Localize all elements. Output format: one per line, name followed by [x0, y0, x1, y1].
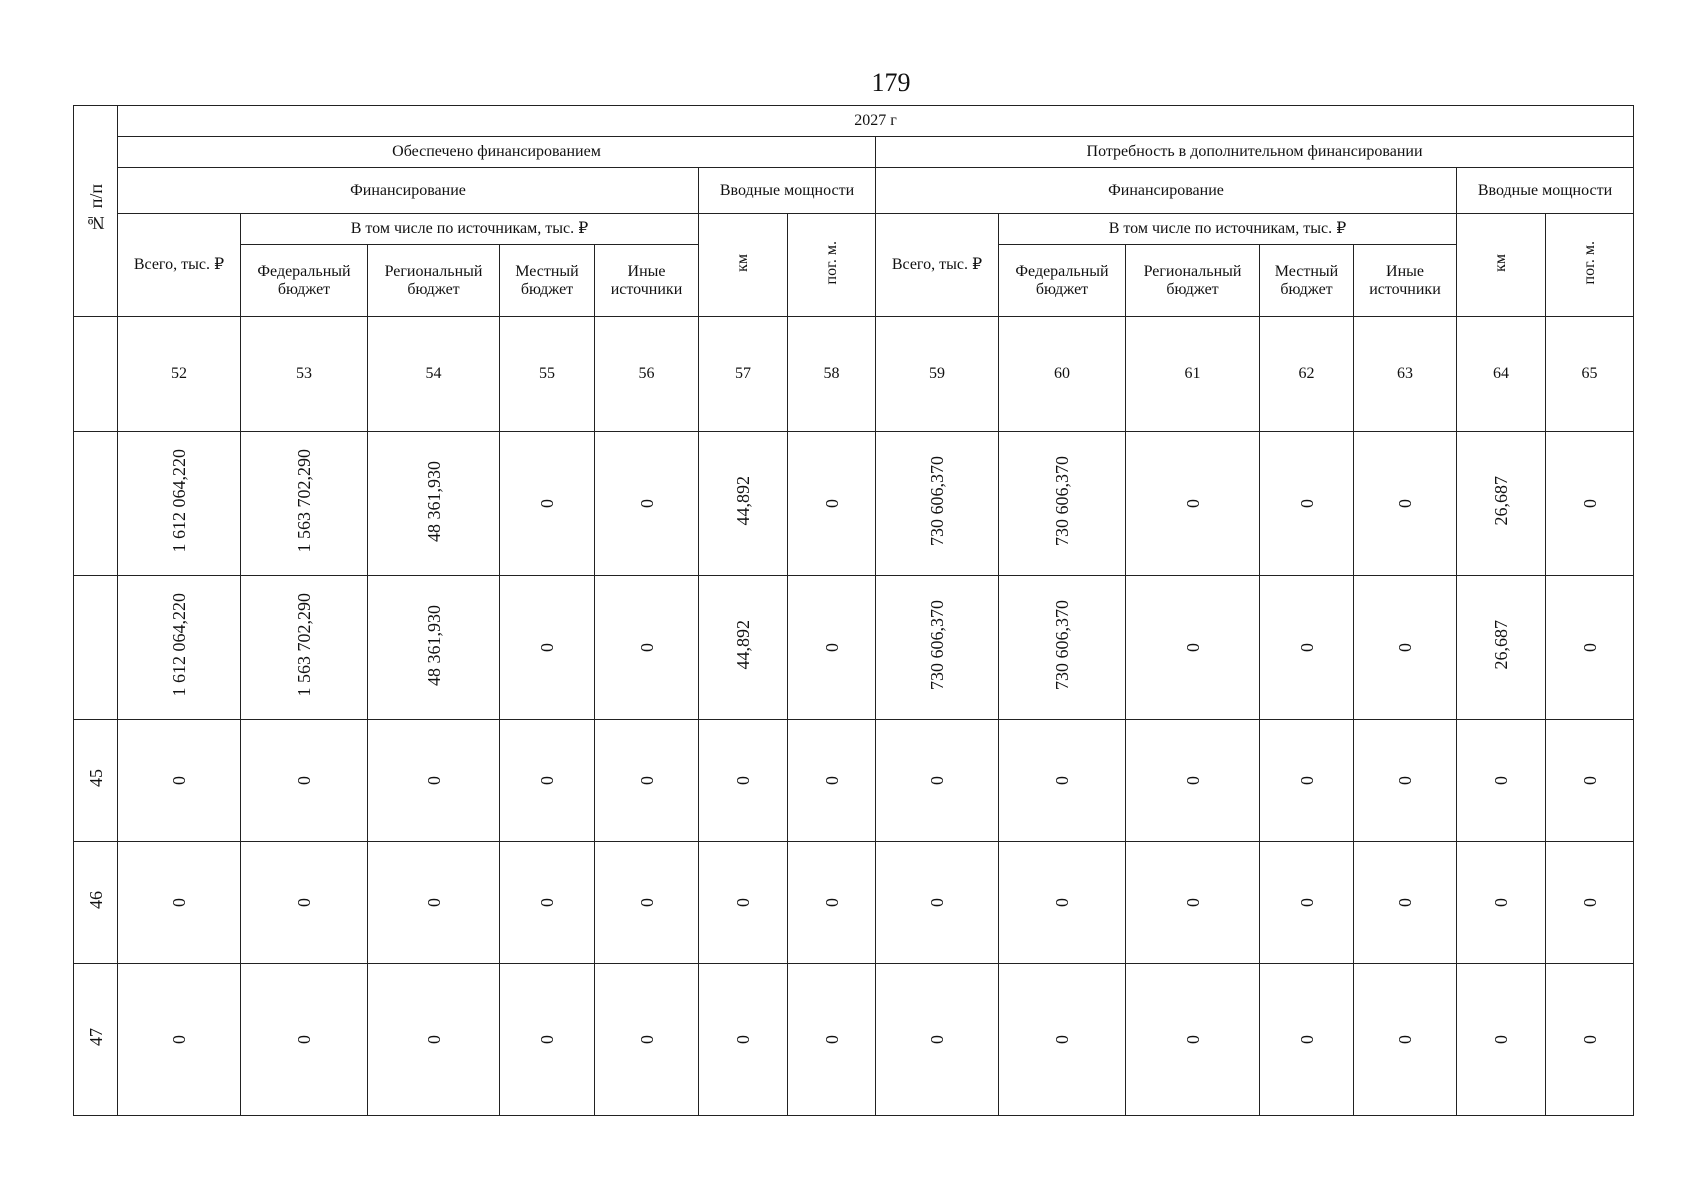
table-cell: 1 563 702,290 — [241, 432, 368, 576]
table-cell: 0 — [876, 720, 999, 842]
col-total-additional: Всего, тыс. ₽ — [876, 214, 999, 317]
col-other-funded: Иные источники — [595, 245, 699, 317]
column-number: 52 — [118, 317, 241, 432]
table-cell: 0 — [241, 964, 368, 1116]
table-cell: 1 563 702,290 — [241, 576, 368, 720]
table-cell: 0 — [500, 964, 595, 1116]
table-cell: 0 — [1260, 432, 1354, 576]
table-cell: 0 — [876, 964, 999, 1116]
col-federal-additional: Федеральный бюджет — [999, 245, 1126, 317]
table-cell: 0 — [788, 842, 876, 964]
row-label — [74, 576, 118, 720]
table-cell: 26,687 — [1457, 576, 1546, 720]
table-cell: 0 — [876, 842, 999, 964]
column-number: 55 — [500, 317, 595, 432]
table-cell: 0 — [1354, 576, 1457, 720]
table-cell: 0 — [595, 432, 699, 576]
table-cell: 0 — [1457, 720, 1546, 842]
col-federal-funded: Федеральный бюджет — [241, 245, 368, 317]
table-cell: 0 — [1260, 842, 1354, 964]
table-cell: 0 — [1354, 964, 1457, 1116]
table-cell: 0 — [368, 842, 500, 964]
table-cell: 0 — [595, 576, 699, 720]
table-cell: 48 361,930 — [368, 432, 500, 576]
column-number: 63 — [1354, 317, 1457, 432]
table-cell: 0 — [1546, 576, 1634, 720]
table-cell: 730 606,370 — [999, 432, 1126, 576]
table-cell: 0 — [999, 964, 1126, 1116]
table-cell: 0 — [999, 720, 1126, 842]
col-other-additional: Иные источники — [1354, 245, 1457, 317]
table-cell: 0 — [1354, 720, 1457, 842]
column-number: 57 — [699, 317, 788, 432]
table-cell: 0 — [699, 964, 788, 1116]
table-row — [74, 432, 1634, 576]
table-cell: 0 — [788, 720, 876, 842]
col-km-funded: км — [699, 214, 788, 317]
column-number-blank — [74, 317, 118, 432]
group-funded-header: Обеспечено финансированием — [118, 137, 876, 168]
table-cell: 730 606,370 — [876, 576, 999, 720]
col-km-additional: км — [1457, 214, 1546, 317]
financing-header-additional: Финансирование — [876, 168, 1457, 214]
table-cell: 0 — [1457, 842, 1546, 964]
table-cell: 0 — [1126, 576, 1260, 720]
col-regional-additional: Региональный бюджет — [1126, 245, 1260, 317]
row-label: 46 — [74, 842, 118, 964]
row-number-header: № п/п — [74, 106, 118, 317]
table-cell: 0 — [999, 842, 1126, 964]
capacity-header-funded: Вводные мощности — [699, 168, 876, 214]
column-number: 65 — [1546, 317, 1634, 432]
table-row — [74, 964, 1634, 1116]
table-cell: 44,892 — [699, 432, 788, 576]
table-cell: 0 — [1126, 432, 1260, 576]
column-number: 64 — [1457, 317, 1546, 432]
table-cell: 730 606,370 — [999, 576, 1126, 720]
page-number: 179 — [871, 68, 911, 97]
col-local-funded: Местный бюджет — [500, 245, 595, 317]
table-cell: 0 — [1260, 576, 1354, 720]
column-number: 53 — [241, 317, 368, 432]
table-cell: 0 — [1354, 432, 1457, 576]
table-row — [74, 720, 1634, 842]
table-cell: 0 — [788, 432, 876, 576]
year-header: 2027 г — [118, 106, 1634, 137]
column-number: 61 — [1126, 317, 1260, 432]
col-local-additional: Местный бюджет — [1260, 245, 1354, 317]
col-regional-funded: Региональный бюджет — [368, 245, 500, 317]
table-cell: 0 — [241, 720, 368, 842]
table-cell: 730 606,370 — [876, 432, 999, 576]
table-cell: 26,687 — [1457, 432, 1546, 576]
table-cell: 0 — [241, 842, 368, 964]
table-cell: 0 — [1457, 964, 1546, 1116]
table-cell: 0 — [1546, 964, 1634, 1116]
table-cell: 44,892 — [699, 576, 788, 720]
table-cell: 0 — [788, 964, 876, 1116]
table-cell: 1 612 064,220 — [118, 576, 241, 720]
column-number: 59 — [876, 317, 999, 432]
table-cell: 0 — [368, 964, 500, 1116]
table-cell: 0 — [1546, 842, 1634, 964]
col-total-funded: Всего, тыс. ₽ — [118, 214, 241, 317]
table-cell: 48 361,930 — [368, 576, 500, 720]
col-pogm-additional: пог. м. — [1546, 214, 1634, 317]
table-cell: 0 — [118, 964, 241, 1116]
row-label: 45 — [74, 720, 118, 842]
table-row — [74, 576, 1634, 720]
sources-header-additional: В том числе по источникам, тыс. ₽ — [999, 214, 1457, 245]
table-cell: 0 — [699, 842, 788, 964]
sources-header-funded: В том числе по источникам, тыс. ₽ — [241, 214, 699, 245]
table-cell: 0 — [1354, 842, 1457, 964]
column-number: 58 — [788, 317, 876, 432]
row-label: 47 — [74, 964, 118, 1116]
column-number: 62 — [1260, 317, 1354, 432]
table-cell: 0 — [1126, 720, 1260, 842]
col-pogm-funded: пог. м. — [788, 214, 876, 317]
column-number: 54 — [368, 317, 500, 432]
table-cell: 0 — [1126, 964, 1260, 1116]
table-cell: 0 — [595, 842, 699, 964]
table-cell: 0 — [500, 432, 595, 576]
capacity-header-additional: Вводные мощности — [1457, 168, 1634, 214]
table-row — [74, 842, 1634, 964]
financing-header-funded: Финансирование — [118, 168, 699, 214]
table-cell: 0 — [500, 842, 595, 964]
group-additional-header: Потребность в дополнительном финансировании — [876, 137, 1634, 168]
column-number: 60 — [999, 317, 1126, 432]
table-cell: 0 — [1126, 842, 1260, 964]
table-cell: 0 — [368, 720, 500, 842]
table-cell: 0 — [699, 720, 788, 842]
table-cell: 1 612 064,220 — [118, 432, 241, 576]
financing-table — [73, 105, 1634, 1116]
table-cell: 0 — [118, 842, 241, 964]
table-cell: 0 — [1546, 720, 1634, 842]
column-number-row — [74, 317, 1634, 432]
table-cell: 0 — [595, 720, 699, 842]
table-cell: 0 — [595, 964, 699, 1116]
table-cell: 0 — [1260, 720, 1354, 842]
table-cell: 0 — [118, 720, 241, 842]
column-number: 56 — [595, 317, 699, 432]
table-cell: 0 — [1260, 964, 1354, 1116]
table-cell: 0 — [500, 576, 595, 720]
table-cell: 0 — [1546, 432, 1634, 576]
table-cell: 0 — [500, 720, 595, 842]
row-label — [74, 432, 118, 576]
table-cell: 0 — [788, 576, 876, 720]
